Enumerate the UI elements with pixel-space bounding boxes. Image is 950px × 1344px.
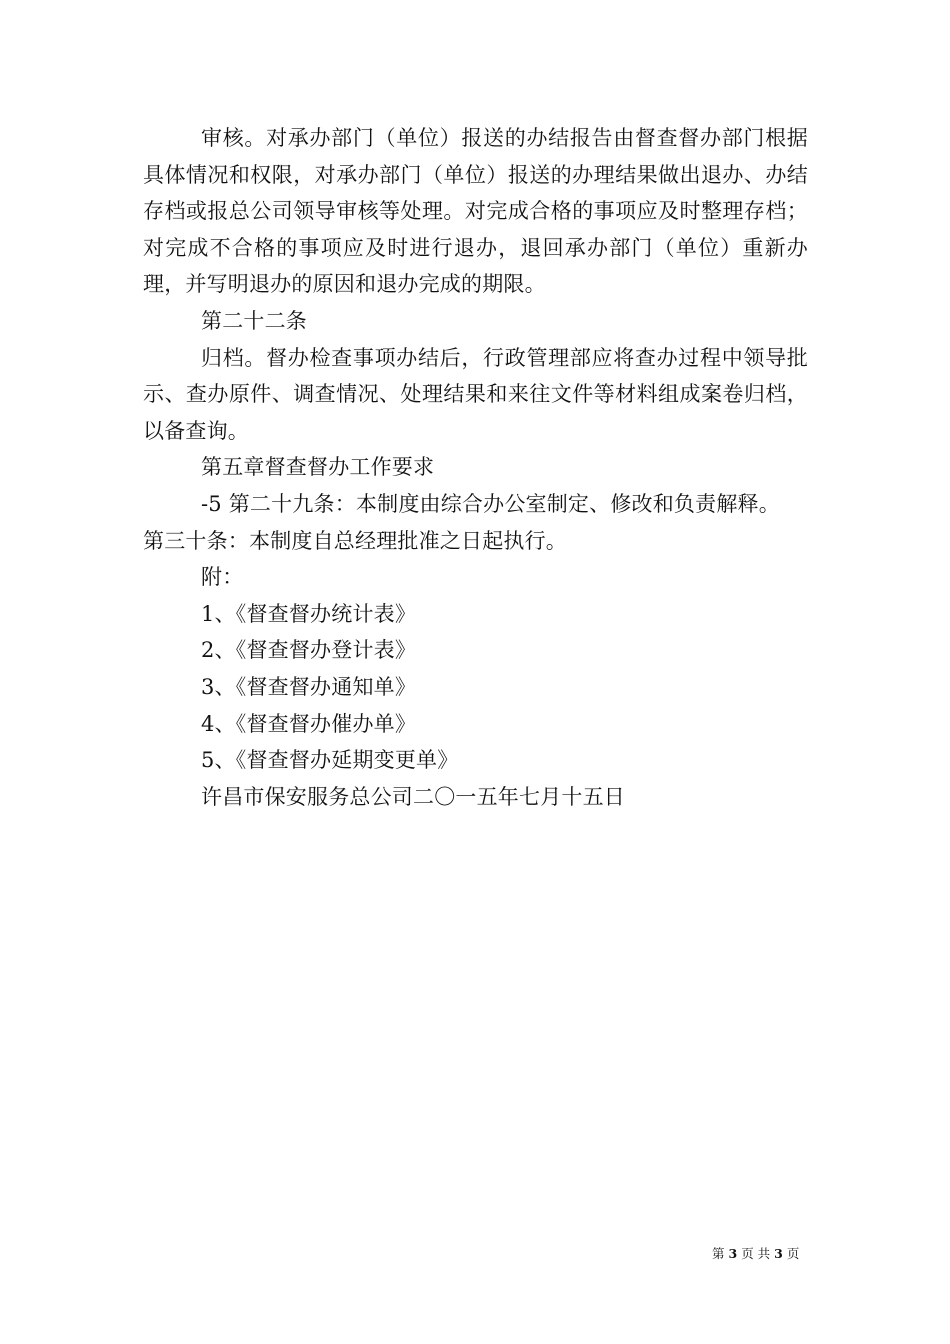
- footer-middle: 页 共: [741, 1246, 771, 1261]
- article-29: -5 第二十九条：本制度由综合办公室制定、修改和负责解释。: [201, 491, 780, 516]
- chapter-5-heading: 第五章督查督办工作要求: [201, 455, 435, 480]
- footer-prefix: 第: [712, 1246, 725, 1261]
- article-30: 第三十条：本制度自总经理批准之日起执行。: [143, 528, 567, 553]
- page-footer: [712, 1246, 799, 1262]
- paragraph-review: 审核。对承办部门（单位）报送的办结报告由督查督办部门根据具体情况和权限，对承办部门（单位）报送的办理结果做出退办、办结存档或报总公司领导审核等处理。对完成合格的事项应及时整理存档；对完成不合格的事项应及时进行退办，退回承办部门（单位）重新办理，并写明退办的原因和退办完成的期限。: [143, 126, 808, 297]
- attachment-item: 3、《督查督办通知单》: [201, 674, 417, 699]
- signature-date: 许昌市保安服务总公司二〇一五年七月十五日: [201, 784, 625, 809]
- attachment-item: 4、《督查督办催办单》: [201, 711, 417, 736]
- footer-current-page: 3: [728, 1246, 738, 1261]
- attachment-item: 1、《督查督办统计表》: [201, 601, 417, 626]
- attachment-item: 2、《督查督办登计表》: [201, 638, 417, 663]
- attachment-item: 5、《督查督办延期变更单》: [201, 748, 459, 773]
- footer-total-pages: 3: [774, 1246, 783, 1261]
- article-22-heading: 第二十二条: [201, 308, 307, 333]
- paragraph-archive: 归档。督办检查事项办结后，行政管理部应将查办过程中领导批示、查办原件、调查情况、处理结果和来往文件等材料组成案卷归档，以备查询。: [143, 345, 808, 443]
- footer-suffix: 页: [786, 1246, 800, 1261]
- document-body: [143, 120, 808, 815]
- attachment-heading: 附：: [201, 565, 244, 590]
